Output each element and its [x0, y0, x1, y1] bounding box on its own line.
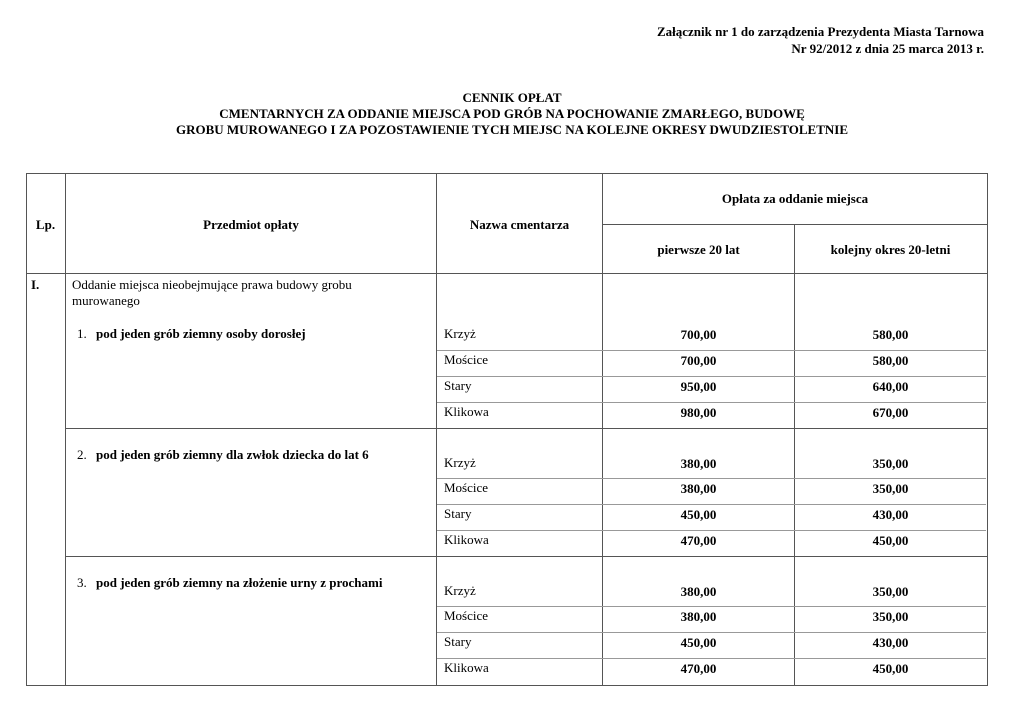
- fee-next-20: 640,00: [872, 379, 909, 394]
- cemetery-name: Stary: [444, 378, 472, 393]
- fee-next-20: 350,00: [872, 584, 909, 599]
- fee-first-20: 470,00: [680, 533, 717, 548]
- fee-first-20: 700,00: [680, 327, 717, 342]
- fee-next-20: 350,00: [872, 456, 909, 471]
- fee-first-20: 380,00: [680, 584, 717, 599]
- section-number: I.: [31, 277, 40, 292]
- cemetery-name: Krzyż: [444, 583, 476, 598]
- fee-next-20: 450,00: [872, 661, 909, 676]
- fee-next-20: 350,00: [872, 609, 909, 624]
- fee-next-20: 350,00: [872, 481, 909, 496]
- cemetery-name: Klikowa: [444, 404, 489, 419]
- cemetery-name: Klikowa: [444, 532, 489, 547]
- title-line-3: GROBU MUROWANEGO I ZA POZOSTAWIENIE TYCH MIEJSC NA KOLEJNE OKRESY DWUDZIESTOLETNIE: [175, 122, 849, 137]
- fee-first-20: 450,00: [680, 635, 717, 650]
- fee-first-20: 980,00: [680, 405, 717, 420]
- col-sep-subject: [436, 173, 437, 685]
- fee-first-20: 470,00: [680, 661, 717, 676]
- cemetery-name: Mościce: [444, 608, 489, 623]
- fee-first-20: 380,00: [680, 481, 717, 496]
- group-label: pod jeden grób ziemny osoby dorosłej: [96, 326, 306, 341]
- fee-first-20: 450,00: [680, 507, 717, 522]
- row-line: [437, 350, 986, 351]
- group-number: 2.: [77, 447, 87, 462]
- group-separator-1: [65, 428, 987, 429]
- header-fee-group: Opłata za oddanie miejsca: [721, 191, 869, 206]
- fee-next-20: 430,00: [872, 635, 909, 650]
- cemetery-name: Klikowa: [444, 660, 489, 675]
- group-number: 3.: [77, 575, 87, 590]
- document-title: [0, 90, 1024, 138]
- fee-next-20: 450,00: [872, 533, 909, 548]
- row-line: [437, 530, 986, 531]
- row-line: [437, 478, 986, 479]
- row-line: [437, 632, 986, 633]
- fee-first-20: 380,00: [680, 456, 717, 471]
- fee-first-20: 380,00: [680, 609, 717, 624]
- cemetery-name: Mościce: [444, 352, 489, 367]
- fee-next-20: 580,00: [872, 353, 909, 368]
- fee-first-20: 700,00: [680, 353, 717, 368]
- header-lp: Lp.: [35, 217, 56, 232]
- fee-first-20: 950,00: [680, 379, 717, 394]
- cemetery-name: Krzyż: [444, 455, 476, 470]
- header-cemetery: Nazwa cmentarza: [469, 217, 570, 232]
- section-title-line-1: Oddanie miejsca nieobejmujące prawa budowy grobu: [72, 277, 352, 292]
- section-title-line-2: murowanego: [72, 293, 140, 308]
- cemetery-name: Stary: [444, 506, 472, 521]
- row-line: [437, 606, 986, 607]
- fee-next-20: 580,00: [872, 327, 909, 342]
- annex-reference: [657, 23, 984, 57]
- group-label: pod jeden grób ziemny na złożenie urny z prochami: [96, 575, 383, 590]
- group-number: 1.: [77, 326, 87, 341]
- header-next-20-years: kolejny okres 20-letni: [830, 242, 951, 257]
- header-subject: Przedmiot opłaty: [203, 217, 299, 232]
- row-line: [437, 658, 986, 659]
- col-sep-lp: [65, 173, 66, 685]
- row-line: [437, 504, 986, 505]
- fee-next-20: 430,00: [872, 507, 909, 522]
- row-line: [437, 376, 986, 377]
- row-line: [437, 402, 986, 403]
- header-mid-line: [602, 224, 987, 225]
- group-separator-2: [65, 556, 987, 557]
- cemetery-name: Krzyż: [444, 326, 476, 341]
- annex-line-2: Nr 92/2012 z dnia 25 marca 2013 r.: [791, 41, 984, 56]
- fee-next-20: 670,00: [872, 405, 909, 420]
- title-line-1: CENNIK OPŁAT: [462, 90, 562, 105]
- title-line-2: CMENTARNYCH ZA ODDANIE MIEJSCA POD GRÓB NA POCHOWANIE ZMARŁEGO, BUDOWĘ: [219, 106, 805, 121]
- group-label: pod jeden grób ziemny dla zwłok dziecka do lat 6: [96, 447, 369, 462]
- cemetery-name: Stary: [444, 634, 472, 649]
- annex-line-1: Załącznik nr 1 do zarządzenia Prezydenta Miasta Tarnowa: [656, 24, 984, 39]
- header-bottom-line: [26, 273, 987, 274]
- header-first-20-years: pierwsze 20 lat: [657, 242, 740, 257]
- cemetery-name: Mościce: [444, 480, 489, 495]
